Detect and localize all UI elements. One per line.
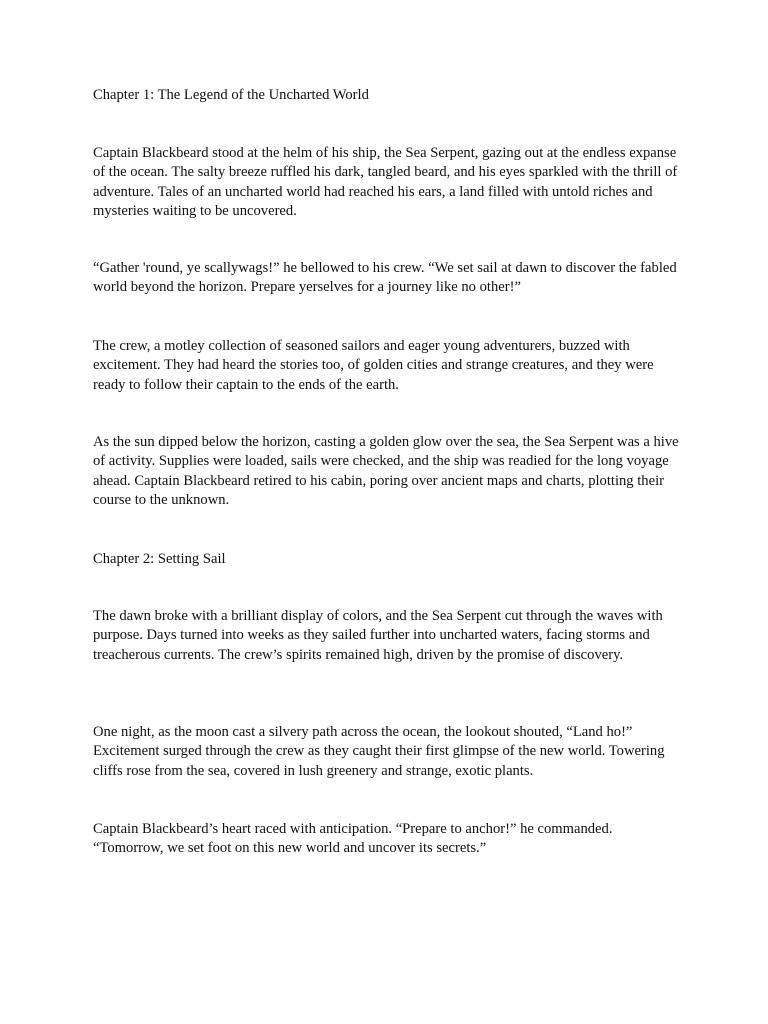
- chapter-1-paragraph-2: “Gather 'round, ye scallywags!” he bellowed to his crew. “We set sail at dawn to discover the fabled world beyond the horizon. Prepare yerselves for a journey like no other!”: [93, 260, 677, 296]
- chapter-1-paragraph-3: The crew, a motley collection of seasoned sailors and eager young adventurers, buzzed with excitement. They had heard the stories too, of golden cities and strange creatures, and they were ready to follow their captain to the ends of the earth.: [93, 338, 654, 393]
- chapter-2-heading: Chapter 2: Setting Sail: [93, 551, 226, 567]
- chapter-1-heading: Chapter 1: The Legend of the Uncharted World: [93, 87, 369, 103]
- chapter-2-paragraph-2: One night, as the moon cast a silvery path across the ocean, the lookout shouted, “Land ho!” Excitement surged through the crew as they caught their first glimpse of the new world. Towering cliffs rose from the sea, covered in lush greenery and strange, exotic plants.: [93, 724, 665, 779]
- chapter-2-paragraph-3: Captain Blackbeard’s heart raced with anticipation. “Prepare to anchor!” he commanded. “Tomorrow, we set foot on this new world and uncover its secrets.”: [93, 821, 613, 857]
- chapter-1-paragraph-4: As the sun dipped below the horizon, casting a golden glow over the sea, the Sea Serpent was a hive of activity. Supplies were loaded, sails were checked, and the ship was readied for the long voyage ahead. Captain Blackbeard retired to his cabin, poring over ancient maps and charts, plotting their course to the unknown.: [93, 434, 679, 509]
- chapter-1-paragraph-1: Captain Blackbeard stood at the helm of his ship, the Sea Serpent, gazing out at the endless expanse of the ocean. The salty breeze ruffled his dark, tangled beard, and his eyes sparkled with the thrill of adventure. Tales of an uncharted world had reached his ears, a land filled with untold riches and mysteries waiting to be uncovered.: [93, 145, 678, 220]
- chapter-2-paragraph-1: The dawn broke with a brilliant display of colors, and the Sea Serpent cut through the waves with purpose. Days turned into weeks as they sailed further into uncharted waters, facing storms and treacherous currents. The crew’s spirits remained high, driven by the promise of discovery.: [93, 608, 663, 663]
